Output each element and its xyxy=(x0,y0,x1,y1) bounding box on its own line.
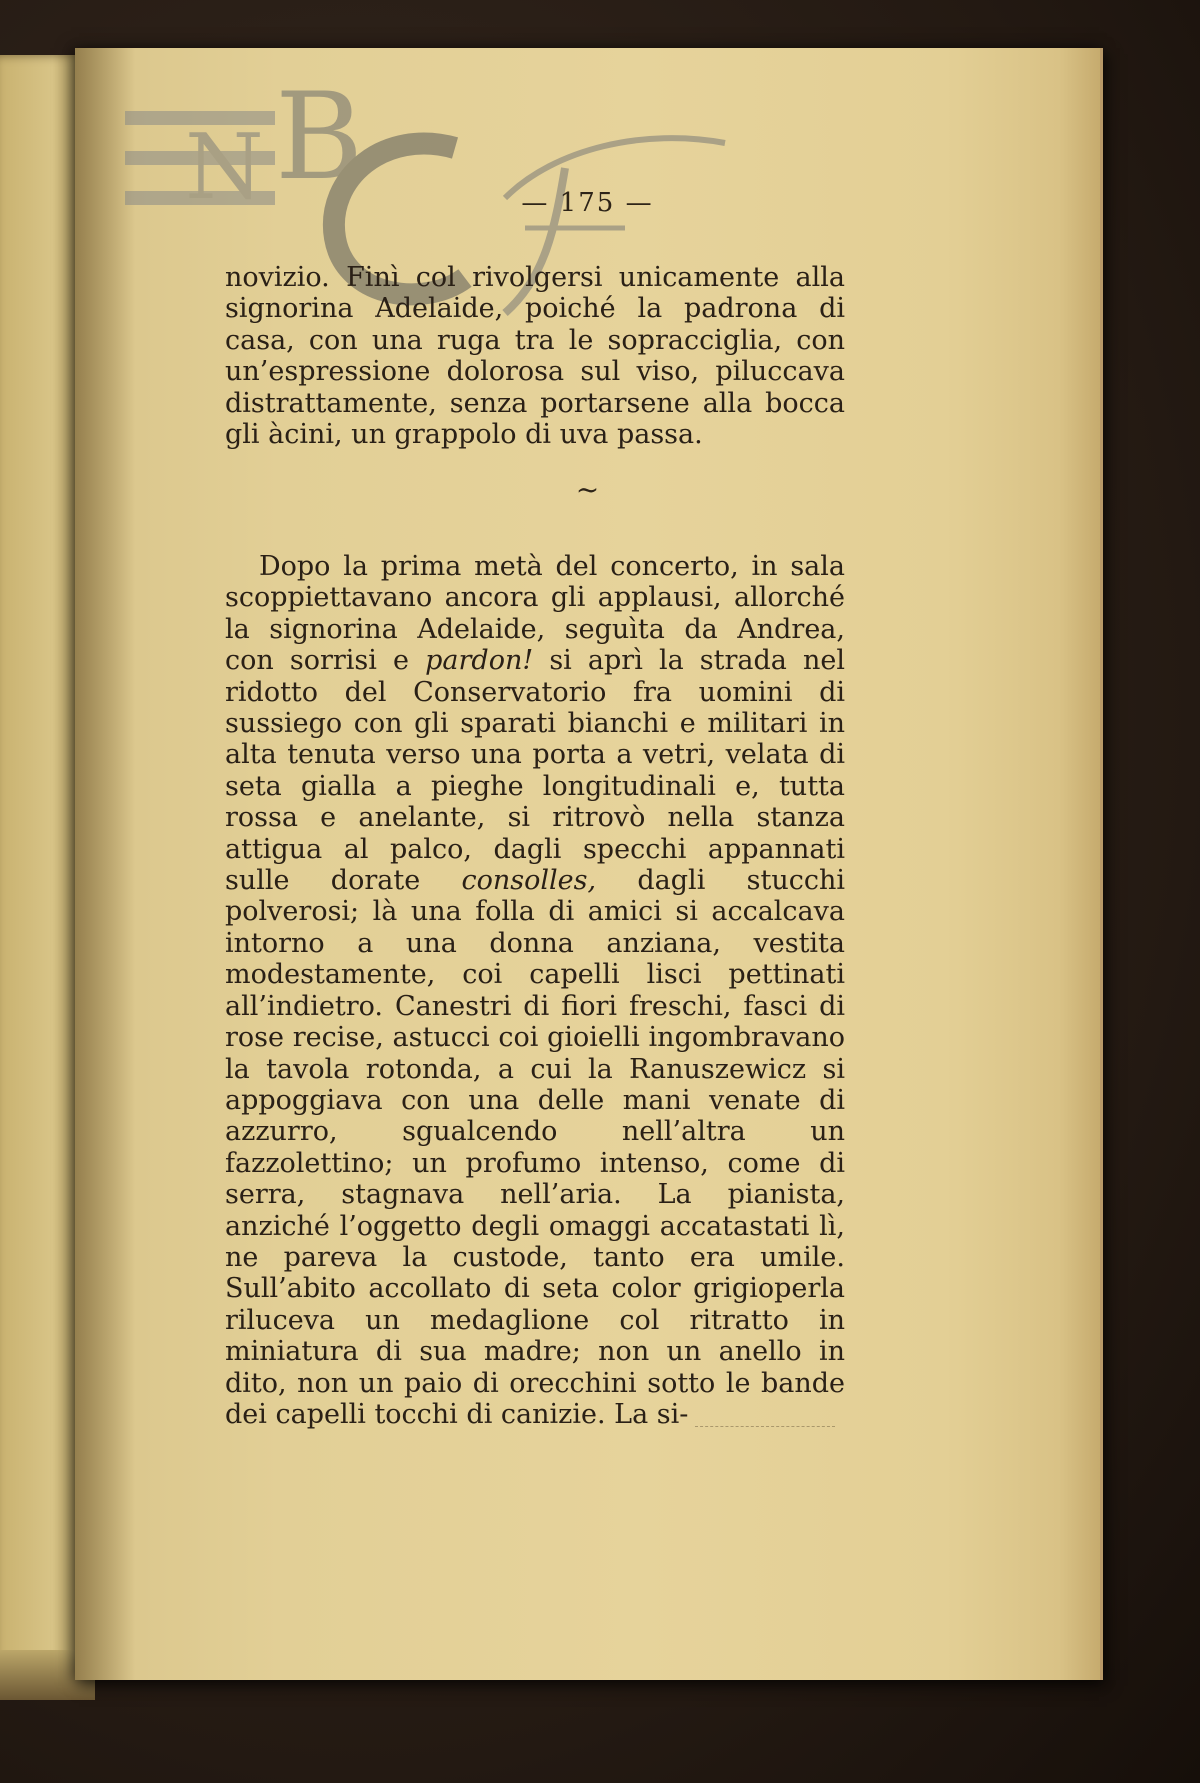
paragraph-main xyxy=(225,551,845,1430)
italic-word: consolles, xyxy=(461,865,597,897)
paragraph-continuation: novizio. Finì col rivolgersi unicamente alla signorina Adelaide, poiché la padrona di casa, con una ruga tra le sopracciglia, con un’espressione dolorosa sul viso, piluccava distrattamente, senza portarsene alla bocca gli àcini, un grappolo di uva passa. xyxy=(225,262,845,451)
paragraph-text-part: dagli stucchi polverosi; là una folla di amici si accalcava intorno a una donna anziana, vestita modestamente, coi capelli lisci pettinati all’indietro. Canestri di fiori freschi, fasci di rose recise, astucci coi gioielli ingombravano la tavola rotonda, a cui la Ranuszewicz si appoggiava con una delle mani venate di azzurro, sgualcendo nell’altra un fazzolettino; un profumo intenso, come di serra, stagnava nell’aria. La pianista, anziché l’oggetto degli omaggi accatastati lì, ne pareva la custode, tanto era umile. Sull’abito accollato di seta color grigioperla riluceva un medaglione col ritratto in miniatura di sua madre; non un anello in dito, non un paio di orecchini sotto le bande dei capelli tocchi di canizie. La si- xyxy=(225,865,846,1430)
svg-text:B: B xyxy=(275,88,364,207)
svg-text:N: N xyxy=(185,115,264,220)
book-page xyxy=(75,48,1103,1680)
italic-word: pardon! xyxy=(425,645,534,677)
paragraph-text-part: si aprì la strada nel ridotto del Conservatorio fra uomini di sussiego con gli sparati bianchi e militari in alta tenuta verso una porta a vetri, velata di seta gialla a pieghe longitudinali e, tutta rossa e anelante, si ritrovò nella stanza attigua al palco, dagli specchi appannati sulle dorate xyxy=(225,645,846,897)
faint-footer-mark xyxy=(695,1426,835,1428)
paragraph-text-part: Dopo la prima metà del concerto, in sala scoppiettavano ancora gli applausi, allorché la signorina Adelaide, seguìta da Andrea, con sorrisi e xyxy=(225,551,845,677)
page-number: — 175 — xyxy=(521,188,654,218)
section-ornament: ~ xyxy=(575,473,600,506)
